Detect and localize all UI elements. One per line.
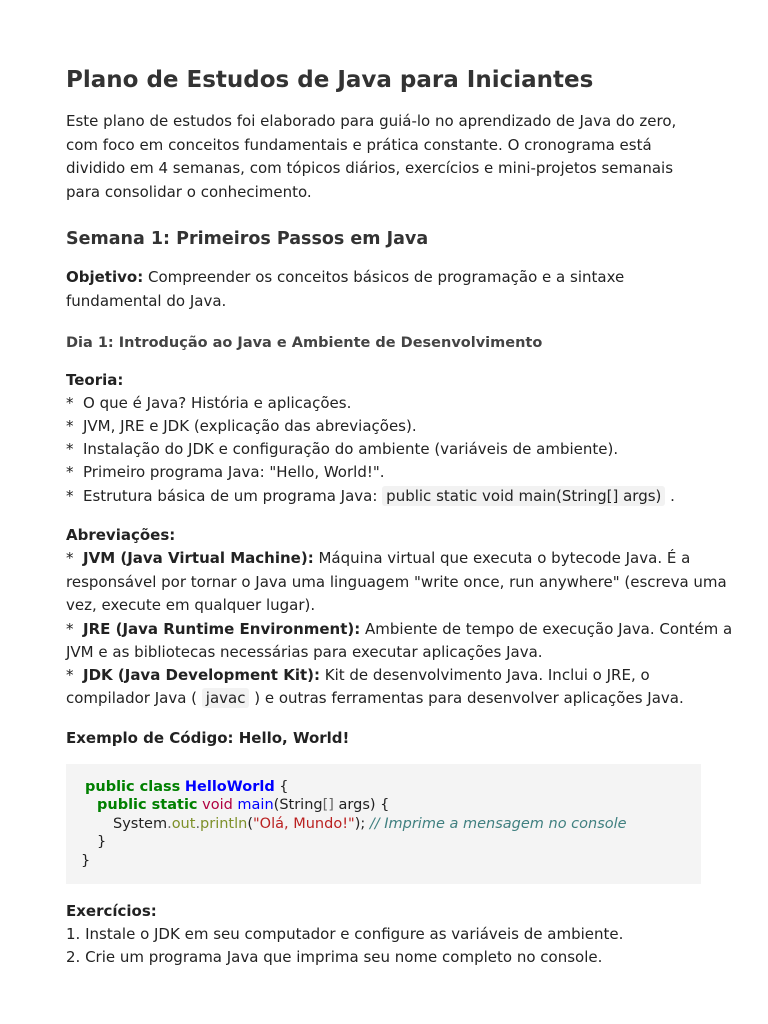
abbr-jvm-line2: responsável por tornar o Java uma linguagem "write once, run anywhere" (escreva uma xyxy=(66,573,727,591)
abbr-term: JRE (Java Runtime Environment): xyxy=(83,620,361,638)
theory-item: * JVM, JRE e JDK (explicação das abreviações). xyxy=(66,415,417,438)
bullet-marker: * xyxy=(66,463,74,481)
intro-paragraph: Este plano de estudos foi elaborado para guiá-lo no aprendizado de Java do zero, com foco em conceitos fundamentais e prática constante. O cronograma está dividido em 4 semanas, com tópicos diários, exercícios e mini-projetos semanais para consolidar o conhecimento. xyxy=(66,112,677,201)
abbr-jvm-line3: vez, execute em qualquer lugar). xyxy=(66,596,316,614)
exercise-item: 2. Crie um programa Java que imprima seu nome completo no console. xyxy=(66,948,603,966)
code-line-4: } xyxy=(97,834,107,850)
abbr-jdk-line2: compilador Java ( javac ) e outras ferramentas para desenvolver aplicações Java. xyxy=(66,689,684,707)
theory-item: * Estrutura básica de um programa Java: public static void main(String[] args) . xyxy=(66,485,675,508)
bullet-marker: * xyxy=(66,440,74,458)
abbreviations-label: Abreviações: xyxy=(66,526,176,544)
code-line-5: } xyxy=(81,853,91,869)
code-line-3: System.out.println("Olá, Mundo!"); // Imprime a mensagem no console xyxy=(113,816,627,832)
code-line-2: public static void main(String[] args) { xyxy=(97,797,390,813)
abbr-term: JDK (Java Development Kit): xyxy=(83,666,320,684)
bullet-marker: * xyxy=(66,620,74,638)
bullet-marker: * xyxy=(66,394,74,412)
bullet-marker: * xyxy=(66,417,74,435)
abbr-term: JVM (Java Virtual Machine): xyxy=(83,549,314,567)
bullet-marker: * xyxy=(66,549,74,567)
theory-item: * Instalação do JDK e configuração do ambiente (variáveis de ambiente). xyxy=(66,438,618,461)
exercise-item: 1. Instale o JDK em seu computador e configure as variáveis de ambiente. xyxy=(66,925,624,943)
day1-heading: Dia 1: Introdução ao Java e Ambiente de Desenvolvimento xyxy=(66,335,543,351)
abbr-jvm: * JVM (Java Virtual Machine): Máquina virtual que executa o bytecode Java. É a xyxy=(66,547,690,570)
page-title: Plano de Estudos de Java para Iniciantes xyxy=(66,67,594,93)
abbr-jre-line2: JVM e as bibliotecas necessárias para executar aplicações Java. xyxy=(66,643,543,661)
theory-item: * O que é Java? História e aplicações. xyxy=(66,392,351,415)
theory-label: Teoria: xyxy=(66,371,124,389)
exercises-label: Exercícios: xyxy=(66,902,157,920)
abbr-jdk: * JDK (Java Development Kit): Kit de desenvolvimento Java. Inclui o JRE, o xyxy=(66,664,650,687)
week1-heading: Semana 1: Primeiros Passos em Java xyxy=(66,229,429,249)
inline-code: public static void main(String[] args) xyxy=(382,486,665,506)
code-example-label: Exemplo de Código: Hello, World! xyxy=(66,729,350,747)
objective-text: Compreender os conceitos básicos de programação e a sintaxe fundamental do Java. xyxy=(66,268,625,310)
theory-item: * Primeiro programa Java: "Hello, World!". xyxy=(66,461,385,484)
code-line-1: public class HelloWorld { xyxy=(85,779,289,795)
objective-label: Objetivo: xyxy=(66,268,144,286)
code-block xyxy=(66,764,701,884)
abbr-jre: * JRE (Java Runtime Environment): Ambiente de tempo de execução Java. Contém a xyxy=(66,618,732,641)
week1-objective xyxy=(66,266,702,313)
bullet-marker: * xyxy=(66,666,74,684)
inline-code: javac xyxy=(202,688,250,708)
bullet-marker: * xyxy=(66,487,74,505)
